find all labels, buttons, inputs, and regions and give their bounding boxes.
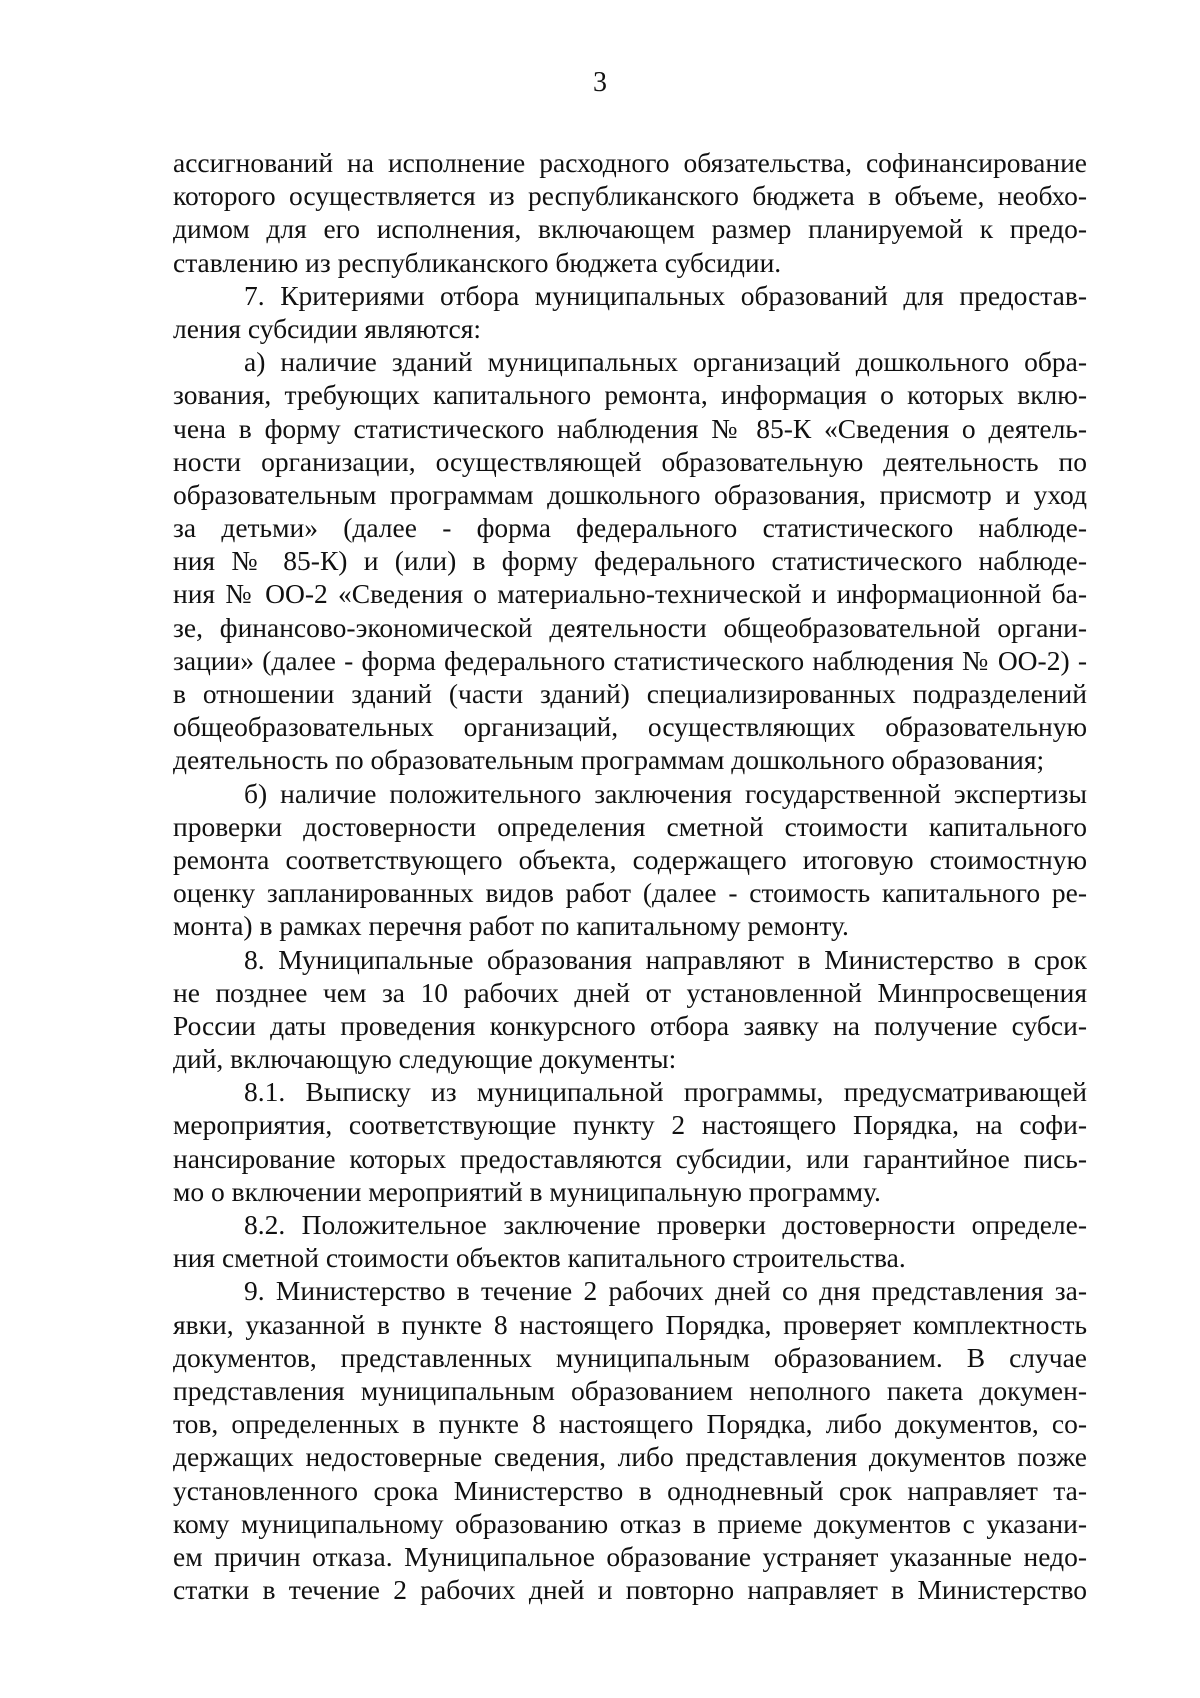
text-line: документов, представленных муниципальным образованием. В случае (173, 1341, 1087, 1373)
text-line: статки в течение 2 рабочих дней и повторно направляет в Министерство (173, 1574, 1087, 1606)
text-line: б) наличие положительного заключения государственной экспертизы (244, 777, 1087, 809)
text-line: дий, включающую следующие документы: (173, 1043, 677, 1075)
text-line: 8.1. Выписку из муниципальной программы, предусматривающей (244, 1076, 1087, 1108)
text-line: кому муниципальному образованию отказ в приеме документов с указани- (173, 1507, 1087, 1539)
text-line: деятельность по образовательным программам дошкольного образования; (173, 744, 1045, 776)
text-line: держащих недостоверные сведения, либо представления документов позже (173, 1441, 1087, 1473)
text-line: монта) в рамках перечня работ по капитальному ремонту. (173, 910, 849, 942)
document-body (173, 146, 1087, 1606)
text-line: ассигнований на исполнение расходного обязательства, софинансирование (173, 147, 1087, 178)
text-line: проверки достоверности определения сметной стоимости капитального (173, 810, 1087, 842)
text-line: не позднее чем за 10 рабочих дней от установленной Минпросвещения (173, 976, 1087, 1008)
text-line: ния № 85-К) и (или) в форму федерального статистического наблюде- (173, 545, 1087, 577)
text-line: зе, финансово-экономической деятельности общеобразовательной органи- (173, 611, 1087, 643)
text-line: ления субсидии являются: (173, 312, 482, 344)
text-line: мо о включении мероприятий в муниципальную программу. (173, 1175, 881, 1207)
text-line: 9. Министерство в течение 2 рабочих дней со дня представления за- (244, 1275, 1087, 1307)
text-line: ния сметной стоимости объектов капитального строительства. (173, 1242, 906, 1274)
text-line: мероприятия, соответствующие пункту 2 настоящего Порядка, на софи- (173, 1109, 1087, 1141)
text-line: 8. Муниципальные образования направляют в Министерство в срок (244, 943, 1087, 975)
text-line: димом для его исполнения, включающем размер планируемой к предо- (173, 213, 1087, 245)
text-line: ремонта соответствующего объекта, содержащего итоговую стоимостную (173, 843, 1087, 875)
text-line: ставлению из республиканского бюджета субсидии. (173, 246, 782, 278)
text-line: а) наличие зданий муниципальных организаций дошкольного обра- (244, 346, 1087, 378)
text-line: ности организации, осуществляющей образовательную деятельность по (173, 445, 1087, 477)
text-line: общеобразовательных организаций, осуществляющих образовательную (173, 711, 1087, 743)
text-line: образовательным программам дошкольного образования, присмотр и уход (173, 478, 1087, 510)
text-line: ния № ОО-2 «Сведения о материально-технической и информационной ба- (173, 578, 1087, 610)
text-line: зования, требующих капитального ремонта, информация о которых вклю- (173, 379, 1087, 411)
text-line: установленного срока Министерство в однодневный срок направляет та- (173, 1474, 1087, 1506)
text-line: чена в форму статистического наблюдения № 85-К «Сведения о деятель- (173, 412, 1087, 444)
text-line: 7. Критериями отбора муниципальных образований для предостав- (244, 279, 1087, 311)
text-line: зации» (далее - форма федерального статистического наблюдения № ОО-2) - (173, 644, 1087, 676)
text-line: ем причин отказа. Муниципальное образование устраняет указанные недо- (173, 1540, 1087, 1572)
text-line: в отношении зданий (части зданий) специализированных подразделений (173, 678, 1087, 709)
text-line: нансирование которых предоставляются субсидии, или гарантийное пись- (173, 1142, 1087, 1174)
text-line: оценку запланированных видов работ (далее - стоимость капитального ре- (173, 877, 1087, 909)
text-line: которого осуществляется из республиканского бюджета в объеме, необхо- (173, 180, 1087, 212)
text-line: явки, указанной в пункте 8 настоящего Порядка, проверяет комплектность (173, 1308, 1087, 1340)
text-line: за детьми» (далее - форма федерального статистического наблюде- (173, 512, 1087, 544)
text-line: представления муниципальным образованием неполного пакета докумен- (173, 1374, 1087, 1406)
text-line: 8.2. Положительное заключение проверки достоверности определе- (244, 1209, 1087, 1240)
text-line: тов, определенных в пункте 8 настоящего Порядка, либо документов, со- (173, 1408, 1087, 1440)
page-number: 3 (593, 67, 607, 98)
text-line: России даты проведения конкурсного отбора заявку на получение субси- (173, 1009, 1087, 1041)
